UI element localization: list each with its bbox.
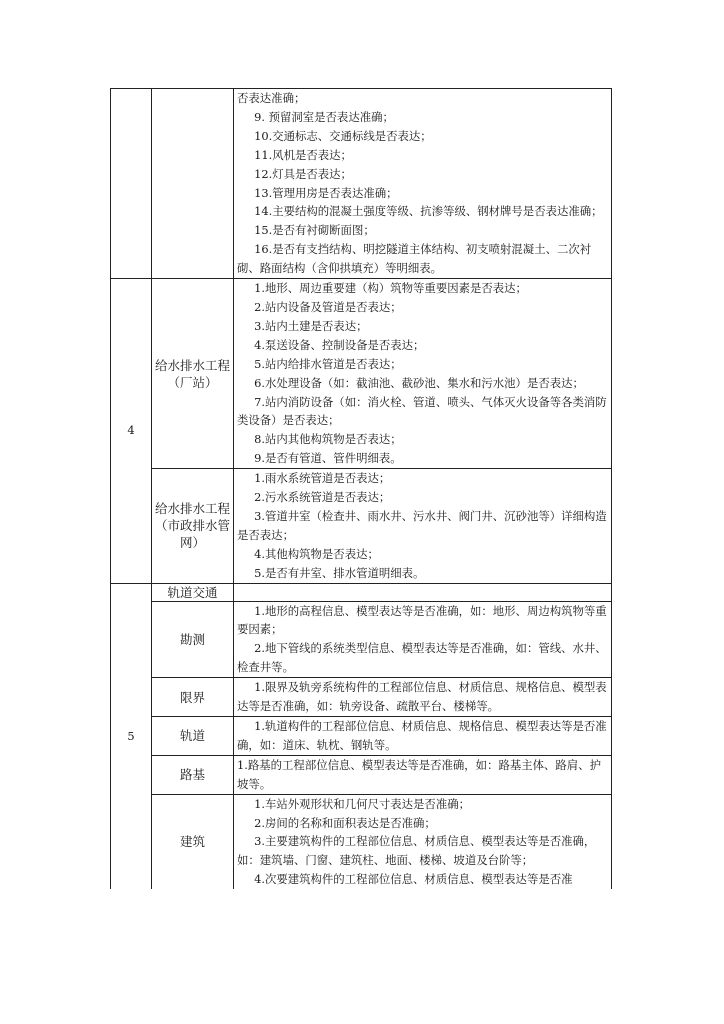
table-row <box>111 717 612 756</box>
category-cell: 给水排水工程（市政排水管网） <box>152 469 234 583</box>
table-row <box>111 601 612 678</box>
table-row <box>111 279 612 469</box>
description-cell <box>234 583 612 601</box>
table-row <box>111 583 612 601</box>
category-cell <box>152 89 234 279</box>
table-row <box>111 89 612 279</box>
description-line: 14.主要结构的混凝土强度等级、抗渗等级、钢材牌号是否表达准确； <box>254 204 603 219</box>
description-line: 6.水处理设备（如：截油池、截砂池、集水和污水池）是否表达； <box>254 375 584 390</box>
category-cell: 建筑 <box>152 794 234 889</box>
description-line: 1.轨道构件的工程部位信息、材质信息、规格信息、模型表达等是否准确，如：道床、轨枕、钢轨等。 <box>237 719 607 752</box>
description-line: 3.管道井室（检查井、雨水井、污水井、阀门井、沉砂池等）详细构造是否表达； <box>237 508 607 542</box>
category-cell: 给水排水工程（厂站） <box>152 279 234 469</box>
description-line: 3.主要建筑构件的工程部位信息、材质信息、模型表达等是否准确，如：建筑墙、门窗、建筑柱、地面、楼梯、坡道及台阶等； <box>237 834 596 868</box>
description-line: 5.是否有井室、排水管道明细表。 <box>254 565 425 580</box>
table-row <box>111 469 612 583</box>
description-cell <box>234 678 612 717</box>
description-line: 13.管理用房是否表达准确； <box>254 185 398 200</box>
category-cell: 限界 <box>152 678 234 717</box>
description-line: 9. 预留洞室是否表达准确； <box>254 109 394 124</box>
description-line: 4.其他构筑物是否表达； <box>254 546 379 561</box>
description-line: 2.站内设备及管道是否表达； <box>254 299 402 314</box>
description-line: 7.站内消防设备（如：消火栓、管道、喷头、气体灭火设备等各类消防类设备）是否表达； <box>237 394 607 428</box>
description-line: 8.站内其他构筑物是否表达； <box>254 432 402 447</box>
description-cell <box>234 89 612 279</box>
description-line: 15.是否有衬砌断面图； <box>254 223 375 238</box>
description-line: 1.地形、周边重要建（构）筑物等重要因素是否表达； <box>254 281 527 296</box>
description-line: 11.风机是否表达； <box>254 147 352 162</box>
category-cell: 勘测 <box>152 601 234 678</box>
description-cell <box>234 755 612 794</box>
category-cell: 路基 <box>152 755 234 794</box>
row-number-cell: 5 <box>111 583 152 889</box>
row-number-cell: 4 <box>111 279 152 584</box>
review-checklist-table <box>110 88 612 889</box>
description-line: 12.灯具是否表达； <box>254 166 352 181</box>
description-line: 1.路基的工程部位信息、模型表达等是否准确，如：路基主体、路肩、护坡等。 <box>237 757 601 791</box>
description-line: 2.地下管线的系统类型信息、模型表达等是否准确，如：管线、水井、检查井等。 <box>237 641 607 675</box>
table-row <box>111 678 612 717</box>
description-cell <box>234 469 612 583</box>
description-line: 1.限界及轨旁系统构件的工程部位信息、材质信息、规格信息、模型表达等是否准确，如：轨旁设备、疏散平台、楼梯等。 <box>237 680 607 714</box>
description-line: 1.地形的高程信息、模型表达等是否准确，如：地形、周边构筑物等重要因素； <box>237 603 607 637</box>
description-line: 3.站内土建是否表达； <box>254 318 368 333</box>
description-line: 4.次要建筑构件的工程部位信息、材质信息、模型表达等是否准 <box>254 872 573 887</box>
table-row <box>111 755 612 794</box>
description-cell <box>234 717 612 756</box>
description-line: 2.房间的名称和面积表达是否准确； <box>254 815 436 830</box>
description-line: 1.车站外观形状和几何尺寸表达是否准确； <box>254 796 470 811</box>
category-heading-cell: 轨道交通 <box>152 583 234 601</box>
description-cell <box>234 794 612 889</box>
description-line: 1.雨水系统管道是否表达； <box>254 471 391 486</box>
description-line: 否表达准确； <box>237 91 306 105</box>
category-cell: 轨道 <box>152 717 234 756</box>
description-line: 4.泵送设备、控制设备是否表达； <box>254 337 425 352</box>
description-line: 2.污水系统管道是否表达； <box>254 490 391 505</box>
description-line: 5.站内给排水管道是否表达； <box>254 356 402 371</box>
description-cell <box>234 279 612 469</box>
description-line: 16.是否有支挡结构、明挖隧道主体结构、初支喷射混凝土、二次衬砌、路面结构（含仰拱填充）等明细表。 <box>237 242 592 276</box>
row-number-cell <box>111 89 152 279</box>
description-cell <box>234 601 612 678</box>
description-line: 9.是否有管道、管件明细表。 <box>254 451 402 466</box>
description-line: 10.交通标志、交通标线是否表达； <box>254 128 432 143</box>
table-row <box>111 794 612 889</box>
